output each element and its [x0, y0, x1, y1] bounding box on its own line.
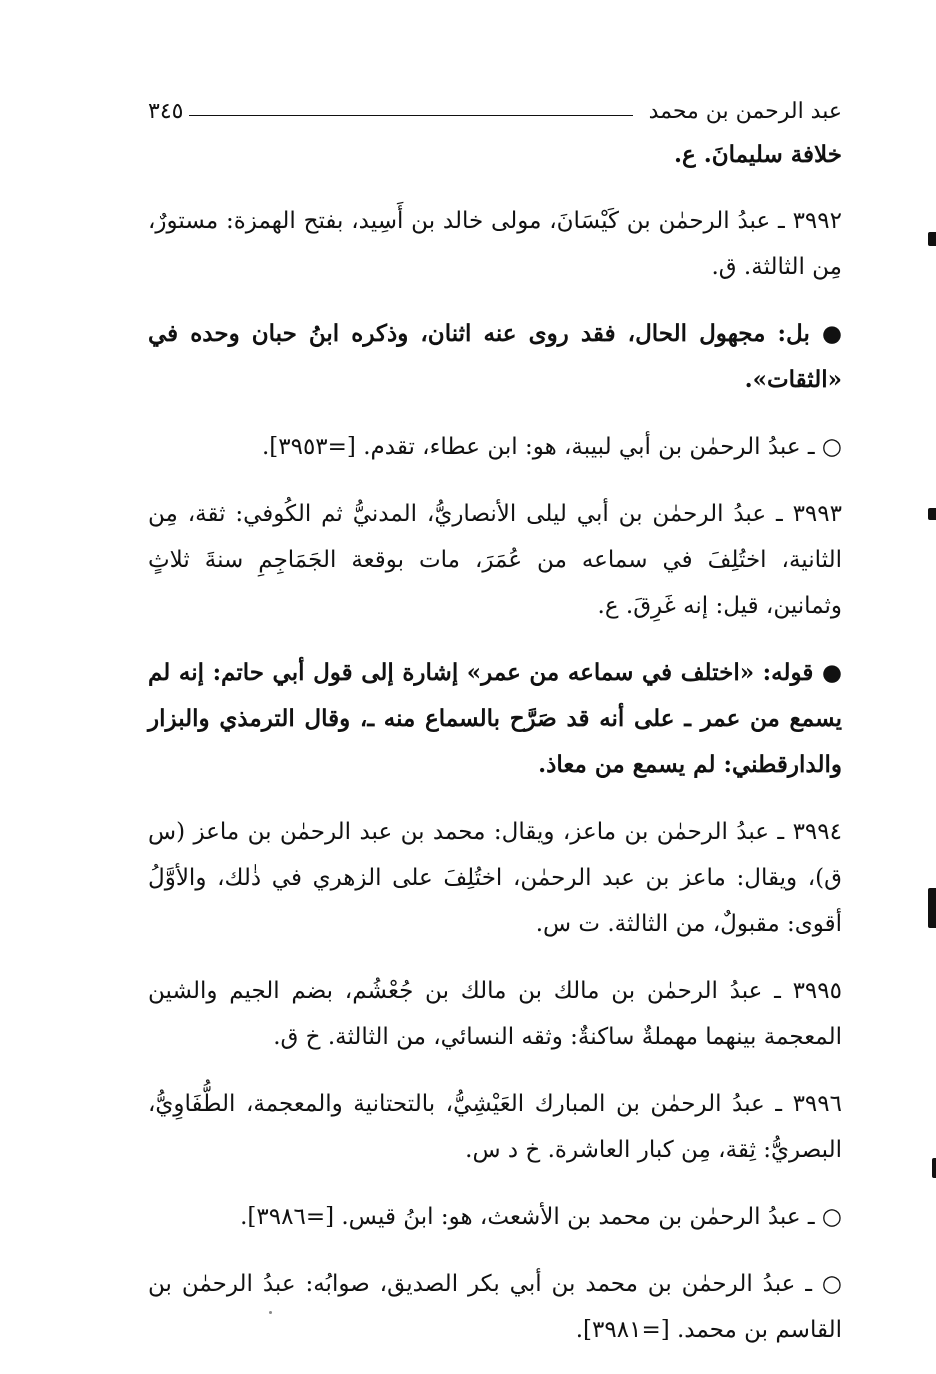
entry-3996: ٣٩٩٦ ـ عبدُ الرحمٰن بن المبارك العَيْشِيُّ، بالتحتانية والمعجمة، الطُّفَاوِيُّ، البصريُّ: ثِقة، مِن كبار العاشرة. خ د س.	[148, 1091, 842, 1163]
entry-3992: ٣٩٩٢ ـ عبدُ الرحمٰن بن كَيْسَانَ، مولى خالد بن أَسِيد، بفتح الهمزة: مستورٌ، مِن الثالثة. ق.	[148, 208, 842, 280]
scan-speck	[269, 1311, 272, 1314]
cross-reference-abi-bakr: ○ ـ عبدُ الرحمٰن بن محمد بن أبي بكر الصديق، صوابُه: عبدُ الرحمٰن بن القاسم بن محمد. [=٣٩٨١].	[148, 1271, 842, 1343]
entry-3995: ٣٩٩٥ ـ عبدُ الرحمٰن بن مالك بن مالك بن جُعْشُم، بضم الجيم والشين المعجمة بينهما مهملةٌ ساكنةٌ: وثقه النسائي، من الثالثة. خ ق.	[148, 978, 842, 1050]
comment-3992: ● بل: مجهول الحال، فقد روى عنه اثنان، وذكره ابنُ حبان وحده في «الثقات».	[148, 320, 842, 393]
scan-edge-mark	[928, 888, 936, 928]
cross-reference-al-ashath: ○ ـ عبدُ الرحمٰن بن محمد بن الأشعث، هو: ابنُ قيس. [=٣٩٨٦].	[240, 1204, 842, 1230]
running-header	[148, 96, 842, 126]
page-body	[148, 132, 842, 1374]
running-header-title: عبد الرحمن بن محمد	[648, 98, 842, 124]
page-number: ٣٤٥	[148, 98, 184, 124]
scan-edge-mark	[932, 1158, 936, 1178]
comment-3993: ● قوله: «اختلف في سماعه من عمر» إشارة إلى قول أبي حاتم: إنه لم يسمع من عمر ـ على أنه قد صَرَّح بالسماع منه ـ، وقال الترمذي والبزار والدارقطني: لم يسمع من معاذ.	[148, 659, 842, 778]
header-rule	[189, 115, 632, 116]
scan-edge-mark	[928, 232, 936, 246]
entry-3993: ٣٩٩٣ ـ عبدُ الرحمٰن بن أبي ليلى الأنصاريُّ، المدنيُّ ثم الكُوفي: ثقة، مِن الثانية، اختُلِفَ في سماعه من عُمَرَ، مات بوقعة الجَمَاجِمِ سنةَ ثلاثٍ وثمانين، قيل: إنه غَرِقَ. ع.	[148, 501, 842, 619]
scan-edge-mark	[928, 508, 936, 520]
paragraph-continuation: خلافة سليمانَ. ع.	[673, 141, 842, 168]
cross-reference-abi-labiba: ○ ـ عبدُ الرحمٰن بن أبي لبيبة، هو: ابن عطاء، تقدم. [=٣٩٥٣].	[261, 434, 842, 460]
entry-3994: ٣٩٩٤ ـ عبدُ الرحمٰن بن ماعز، ويقال: محمد بن عبد الرحمٰن بن ماعز (س ق)، ويقال: ماعز بن عبد الرحمٰن، اختُلِفَ على الزهري في ذٰلك، والأوَّلُ أقوى: مقبولٌ، من الثالثة. ت س.	[148, 819, 842, 937]
